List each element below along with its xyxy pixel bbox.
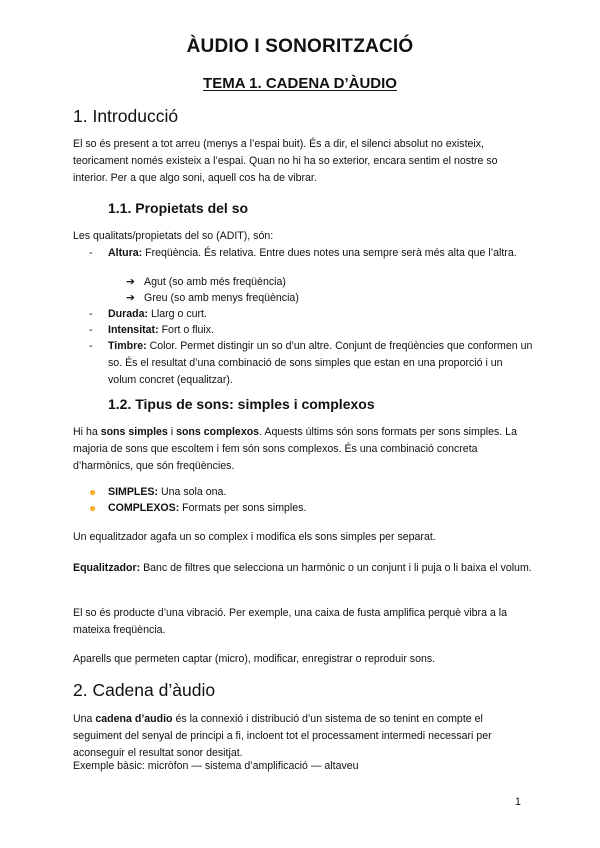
bullet-dot-icon: ● xyxy=(89,485,97,499)
bullet-text: Una sola ona. xyxy=(160,486,227,498)
subitem-agut xyxy=(126,274,286,291)
list-marker: - xyxy=(89,247,93,259)
equalitzador-paragraph: Un equalitzador agafa un so complex i modifica els sons simples per separat. xyxy=(73,531,436,543)
list-item-text: Freqüència. És relativa. Entre dues notes una sempre serà més alta que l’altra. xyxy=(145,247,517,259)
equalitzador-definition: Equalitzador: Banc de filtres que selecciona un harmònic o un conjunt i li puja o li baixa el volum. xyxy=(73,562,532,574)
list-marker: - xyxy=(89,324,93,336)
bullet-label: COMPLEXOS: xyxy=(108,502,180,514)
arrow-right-icon: ➔ xyxy=(126,292,135,304)
document-subtitle: TEMA 1. CADENA D’ÀUDIO xyxy=(203,75,397,92)
document-title: ÀUDIO I SONORITZACIÓ xyxy=(186,36,414,57)
heading-propietats: 1.1. Propietats del so xyxy=(108,200,249,216)
intro-paragraph: El so és present a tot arreu (menys a l’espai buit). És a dir, el silenci absolut no existeix, teoricament només existeix a l’espai. Quan no hi ha so exterior, encara sentim el nostre so interior. Per a que algo soni, aquell cos ha de vibrar. xyxy=(73,138,498,184)
aparells-paragraph: Aparells que permeten captar (micro), modificar, enregistrar o reproduir sons. xyxy=(73,653,436,665)
bullet-text: Formats per sons simples. xyxy=(182,502,307,514)
list-item-text: Color. Permet distingir un so d’un altre. Conjunt de freqüències que conformen un so. És el resultat d’una combinació de sons simples que estan en una proporció i un volum concret (equalitzar). xyxy=(108,340,533,386)
list-item-label: Intensitat: xyxy=(108,324,159,336)
list-item-label: Altura: xyxy=(108,247,143,259)
list-marker: - xyxy=(89,340,93,352)
bullet-label: SIMPLES: xyxy=(108,486,159,498)
page-number: 1 xyxy=(515,796,521,808)
arrow-right-icon: ➔ xyxy=(126,276,135,288)
cadena-exemple: Exemple bàsic: micròfon — sistema d’amplificació — altaveu xyxy=(73,760,359,772)
list-item-label: Durada: xyxy=(108,308,149,320)
tipus-paragraph: Hi ha sons simples i sons complexos. Aquests últims són sons formats per sons simples. La majoria de sons que escoltem i fem són sons complexos. És una combinació concreta d’harmònics, que són freqüències. xyxy=(73,426,517,472)
heading-cadena-audio: 2. Cadena d’àudio xyxy=(73,680,216,700)
list-item-text: Llarg o curt. xyxy=(150,308,207,320)
heading-tipus-sons: 1.2. Tipus de sons: simples i complexos xyxy=(108,396,375,412)
subitem-text: Agut (so amb més freqüència) xyxy=(144,276,286,288)
list-marker: - xyxy=(89,308,93,320)
list-item-label: Timbre: xyxy=(108,340,147,352)
bullet-dot-icon: ● xyxy=(89,501,97,515)
subitem-text: Greu (so amb menys freqüència) xyxy=(144,292,299,304)
cadena-paragraph: Una cadena d’audio és la connexió i distribució d’un sistema de so tenint en compte el seguiment del senyal de principi a fi, incloent tot el processament intermedi necessari per aconseguir el resultat sonor desitjat. xyxy=(73,713,492,759)
propietats-lead: Les qualitats/propietats del so (ADIT), són: xyxy=(73,230,274,242)
heading-introduccio: 1. Introducció xyxy=(73,106,179,126)
list-item-text: Fort o fluix. xyxy=(161,324,214,336)
vibracio-paragraph: El so és producte d’una vibració. Per exemple, una caixa de fusta amplifica perquè vibra a la mateixa freqüència. xyxy=(73,607,507,636)
subitem-greu xyxy=(126,290,299,307)
